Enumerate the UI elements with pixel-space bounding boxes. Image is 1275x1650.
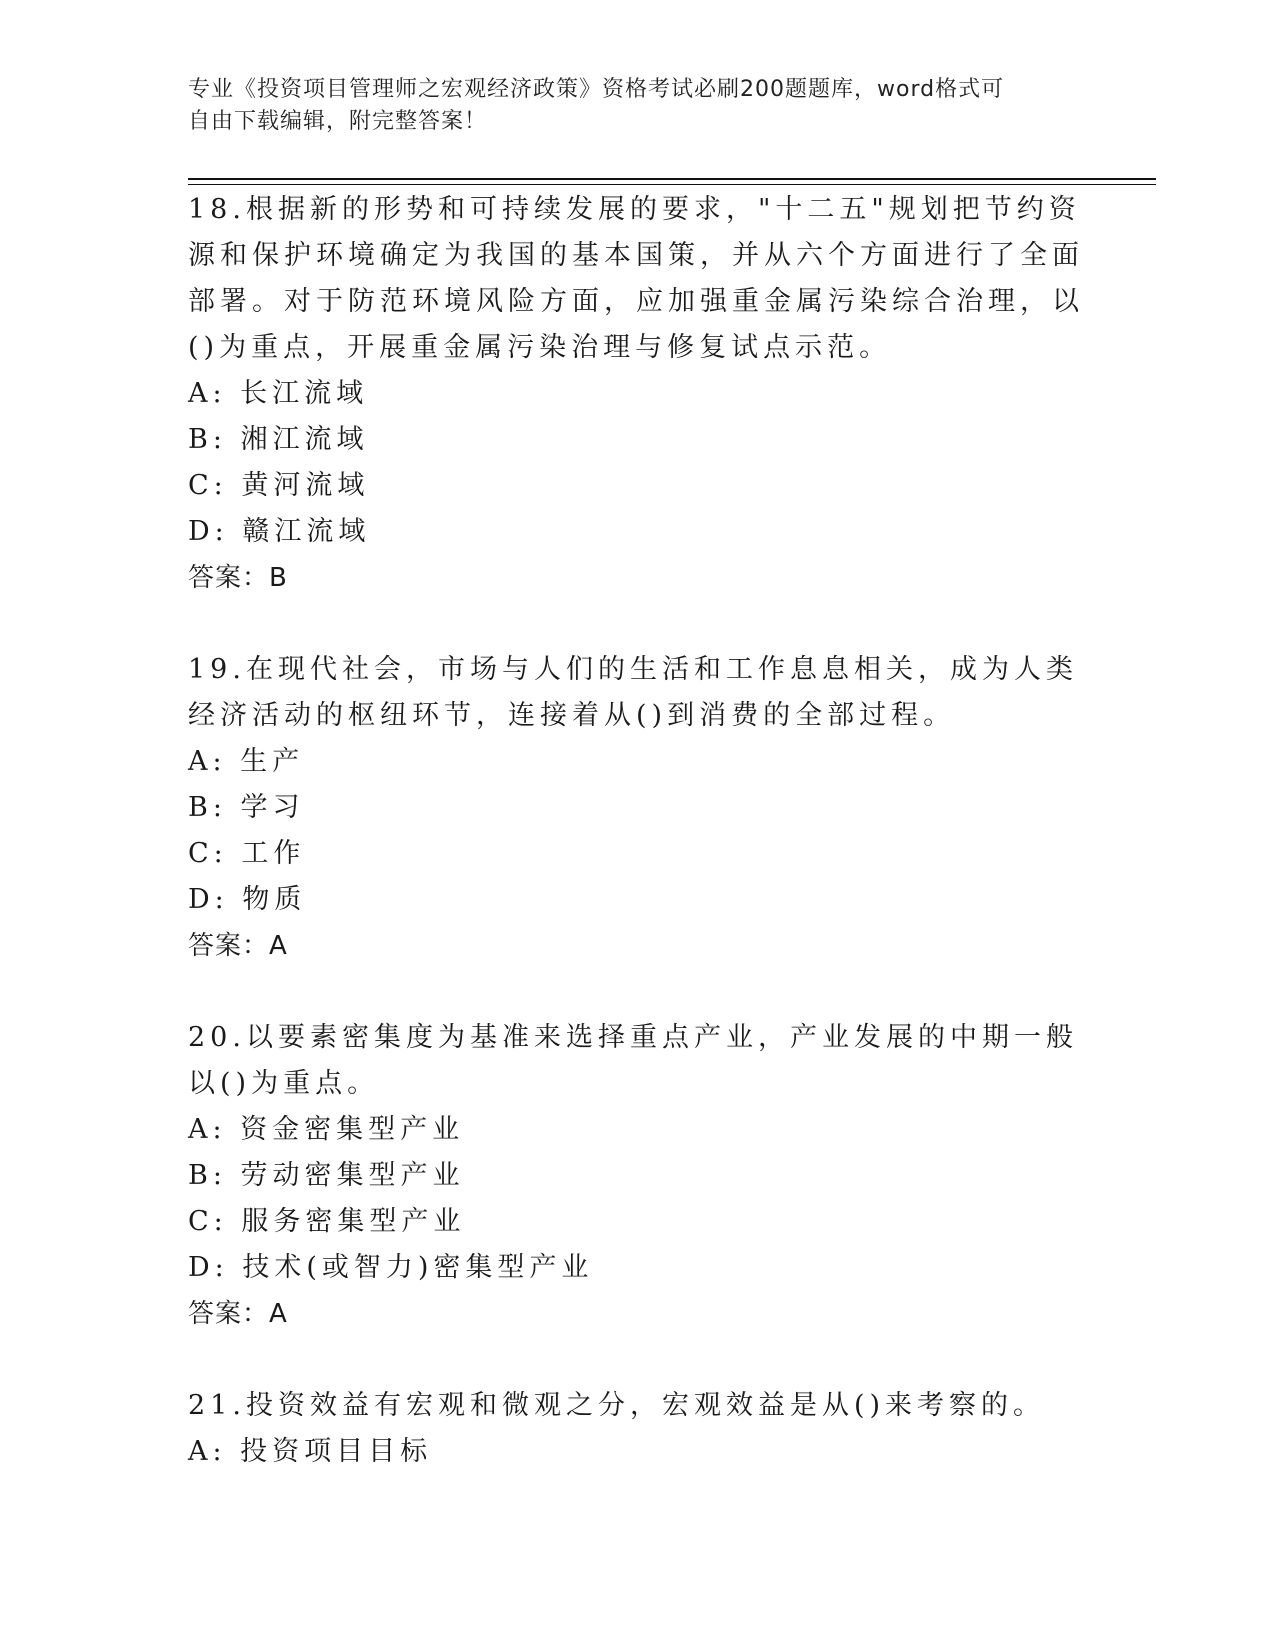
option-d: D: 物质	[188, 884, 307, 915]
question-19	[188, 647, 1088, 969]
option-b: B: 学习	[188, 792, 305, 823]
question-20	[188, 1015, 1088, 1337]
header-line-2: 自由下载编辑，附完整答案！	[188, 109, 488, 134]
header-line-1: 专业《投资项目管理师之宏观经济政策》资格考试必刷200题题库，word格式可	[188, 77, 1005, 102]
question-list	[188, 187, 1088, 1521]
header-divider-thick	[188, 178, 1156, 180]
question-stem: 19.在现代社会，市场与人们的生活和工作息息相关，成为人类经济活动的枢纽环节，连接着从()到消费的全部过程。	[188, 654, 1078, 731]
option-b: B: 湘江流域	[188, 424, 369, 455]
question-stem: 20.以要素密集度为基准来选择重点产业，产业发展的中期一般以()为重点。	[188, 1022, 1078, 1099]
question-18	[188, 187, 1088, 601]
header-divider-thin	[188, 184, 1156, 185]
option-a: A: 长江流域	[188, 378, 369, 409]
answer-line: 答案：A	[188, 1299, 288, 1329]
answer-line: 答案：A	[188, 931, 288, 961]
question-stem: 21.投资效益有宏观和微观之分，宏观效益是从()来考察的。	[188, 1390, 1046, 1421]
option-c: C: 服务密集型产业	[188, 1206, 466, 1237]
option-a: A: 资金密集型产业	[188, 1114, 465, 1145]
question-stem: 18.根据新的形势和可持续发展的要求，"十二五"规划把节约资源和保护环境确定为我国的基本国策，并从六个方面进行了全面部署。对于防范环境风险方面，应加强重金属污染综合治理，以()为重点，开展重金属污染治理与修复试点示范。	[188, 194, 1084, 363]
document-header	[188, 74, 1068, 138]
option-d: D: 赣江流域	[188, 516, 371, 547]
option-c: C: 工作	[188, 838, 306, 869]
option-b: B: 劳动密集型产业	[188, 1160, 465, 1191]
option-a: A: 生产	[188, 746, 305, 777]
answer-line: 答案：B	[188, 563, 288, 593]
option-d: D: 技术(或智力)密集型产业	[188, 1252, 594, 1283]
option-c: C: 黄河流域	[188, 470, 370, 501]
question-21	[188, 1383, 1088, 1475]
option-a: A: 投资项目目标	[188, 1436, 433, 1467]
